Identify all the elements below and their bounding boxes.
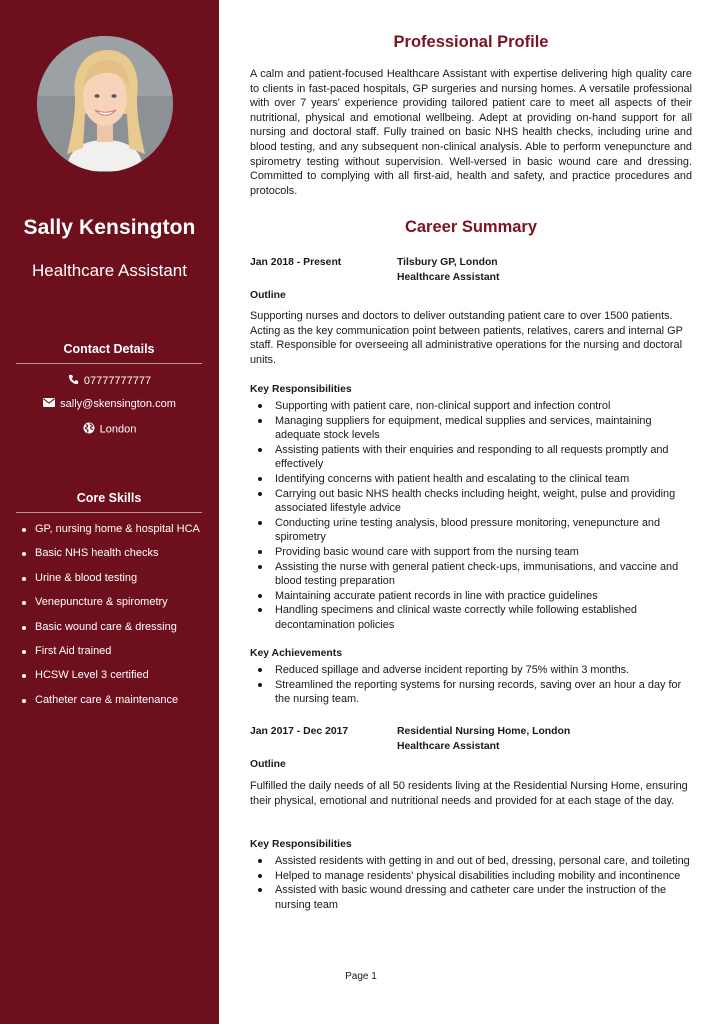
outline-label: Outline [250,759,286,770]
key-responsibilities-label: Key Responsibilities [250,384,352,395]
list-item: Identifying concerns with patient health and escalating to the clinical team [250,472,692,487]
list-item: Reduced spillage and adverse incident reporting by 75% within 3 months. [250,663,692,678]
list-item: Conducting urine testing analysis, blood pressure monitoring, venepuncture and spirometry [250,516,692,545]
skill-item: Catheter care & maintenance [22,694,200,718]
list-item: Providing basic wound care with support from the nursing team [250,545,692,560]
job-date: Jan 2017 - Dec 2017 [250,726,349,737]
list-item: Carrying out basic NHS health checks including height, weight, pulse and providing associated lifestyle advice [250,487,692,516]
email-address: sally@skensington.com [60,398,176,410]
list-item: Assisting the nurse with general patient check-ups, immunisations, and vaccine and blood testing preparation [250,560,692,589]
list-item: Maintaining accurate patient records in line with practice guidelines [250,589,692,604]
core-skills-heading: Core Skills [16,491,202,513]
candidate-name: Sally Kensington [23,216,196,239]
contact-details-heading: Contact Details [16,342,202,364]
job-position: Healthcare Assistant [397,271,500,283]
list-item: Assisted residents with getting in and out of bed, dressing, personal care, and toileting [250,854,692,869]
skill-item: GP, nursing home & hospital HCA [22,523,200,547]
skill-item: HCSW Level 3 certified [22,669,200,693]
skill-item: Basic wound care & dressing [22,621,200,645]
job-date: Jan 2018 - Present [250,257,342,268]
job-employer: Residential Nursing Home, London [397,726,571,737]
sidebar [0,0,219,1024]
phone-number: 07777777777 [83,374,152,387]
responsibilities-list [250,854,692,912]
skill-item: Basic NHS health checks [22,547,200,571]
contact-location [0,422,219,437]
phone-icon [68,374,79,388]
professional-profile-heading: Professional Profile [393,33,549,51]
list-item: Managing suppliers for equipment, medical supplies and services, maintaining adequate stock levels [250,414,692,443]
core-skills-list [22,523,200,718]
list-item: Supporting with patient care, non-clinical support and infection control [250,399,692,414]
list-item: Helped to manage residents' physical disabilities including mobility and incontinence [250,869,692,884]
job-outline: Fulfilled the daily needs of all 50 residents living at the Residential Nursing Home, ensuring their physical, emotional and nutritional needs and provided for at each stage of the day. [250,780,688,807]
skill-item: Urine & blood testing [22,572,200,596]
page-number: Page 1 [345,971,377,982]
list-item: Streamlined the reporting systems for nursing records, saving over an hour a day for the nursing team. [250,678,692,707]
envelope-icon [43,398,55,410]
responsibilities-list [250,399,692,633]
job-employer-block [397,256,499,285]
list-item: Assisting patients with their enquiries and responding to all requests promptly and effectively [250,443,692,472]
contact-phone [0,374,219,388]
profile-photo [37,36,173,172]
career-summary-heading: Career Summary [404,218,538,236]
job-employer: Tilsbury GP, London [397,257,498,268]
achievements-list [250,663,692,707]
profile-text: A calm and patient-focused Healthcare Assistant with expertise delivering high quality care to clients in fast-paced hospitals, GP surgeries and nursing homes. A versatile professional with over 7 years' experience providing tailored patient care to meet all aspects of their nutritional, physical and emotional wellbeing. Adept at providing on-hand support for all nursing and doctoral staff. Fully trained on basic NHS health checks, including urine and blood testing, and any subsequent non-clinical analysis. Able to perform venepuncture and spirometry testing without supervision. Well-versed in basic wound care and dressing. Committed to complying with all first-aid, health and safety, and practice procedures and protocols. [250,68,692,197]
location-text: London [99,423,137,436]
list-item: Assisted with basic wound dressing and catheter care under the instruction of the nursing team [250,883,692,912]
candidate-role: Healthcare Assistant [32,261,187,280]
key-achievements-label: Key Achievements [250,648,343,659]
job-position: Healthcare Assistant [397,740,500,752]
skill-item: Venepuncture & spirometry [22,596,200,620]
contact-email [0,398,219,410]
job-employer-block [397,725,570,754]
key-responsibilities-label: Key Responsibilities [250,839,352,850]
globe-icon [83,422,95,437]
job-outline: Supporting nurses and doctors to deliver outstanding patient care to over 1500 patients. Acting as the key communication point between patients, relatives, carers and internal GP staff. Responsible for overseeing all administrative operations for the nursing and doctoral units. [250,310,683,366]
skill-item: First Aid trained [22,645,200,669]
outline-label: Outline [250,290,286,301]
list-item: Handling specimens and clinical waste correctly while following established decontamination policies [250,603,692,632]
profile-photo-illustration [37,36,173,172]
